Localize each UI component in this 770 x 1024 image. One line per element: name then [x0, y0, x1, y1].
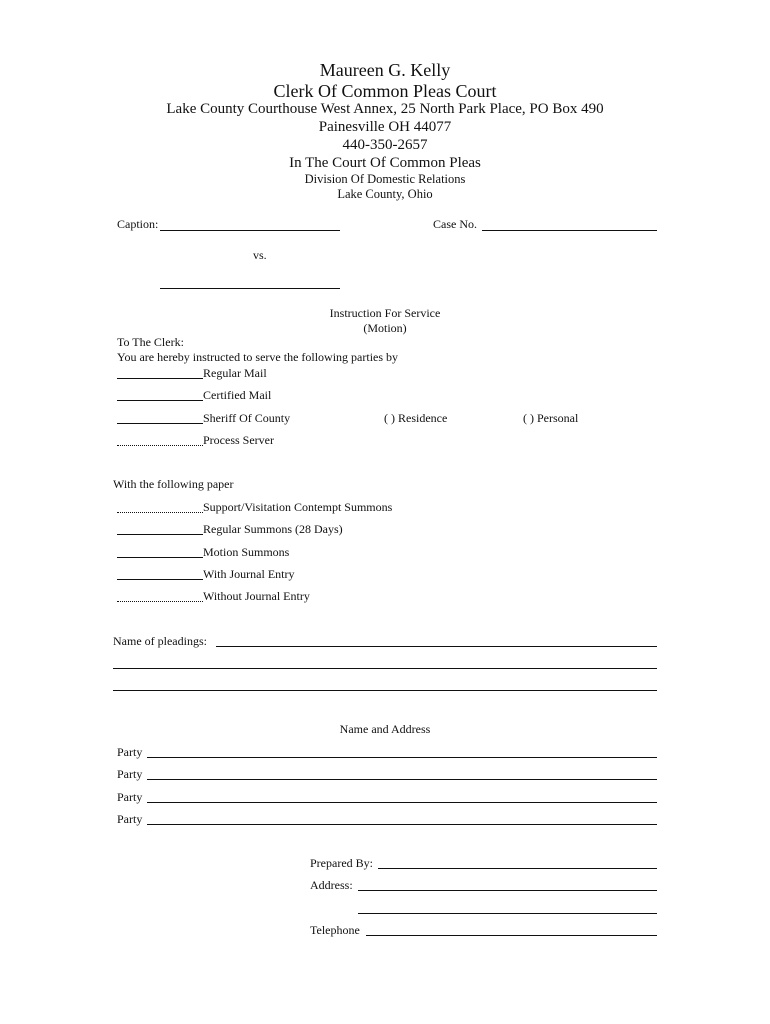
- motion-summons-label: Motion Summons: [203, 545, 290, 559]
- party-field-3[interactable]: [149, 786, 655, 802]
- pleadings-line-1: [216, 646, 657, 647]
- journal-entry-blank[interactable]: [117, 579, 203, 580]
- court-division: Division Of Domestic Relations: [304, 172, 466, 186]
- contempt-summons-label: Support/Visitation Contempt Summons: [203, 500, 393, 514]
- instruction-subtitle: (Motion): [363, 321, 407, 335]
- party-line-4: [147, 824, 657, 825]
- process-server-blank[interactable]: [117, 445, 203, 446]
- party-line-3: [147, 802, 657, 803]
- name-address-heading: Name and Address: [339, 722, 431, 736]
- pleadings-line-3[interactable]: [113, 690, 657, 691]
- pleadings-field[interactable]: [218, 630, 655, 646]
- court-county: Lake County, Ohio: [337, 187, 433, 201]
- party-label-1: Party: [117, 745, 143, 759]
- instruction-title: Instruction For Service: [329, 306, 441, 320]
- regular-mail-blank[interactable]: [117, 378, 203, 379]
- address-label: Address:: [310, 878, 353, 892]
- without-journal-label: Without Journal Entry: [203, 589, 310, 603]
- sheriff-blank[interactable]: [117, 423, 203, 424]
- certified-mail-blank[interactable]: [117, 400, 203, 401]
- party-label-4: Party: [117, 812, 143, 826]
- telephone-field[interactable]: [368, 919, 655, 935]
- defendant-line: [160, 288, 340, 289]
- telephone-label: Telephone: [310, 923, 360, 937]
- motion-summons-blank[interactable]: [117, 557, 203, 558]
- caption-field[interactable]: [162, 214, 338, 230]
- prepared-by-label: Prepared By:: [310, 856, 373, 870]
- to-clerk-label: To The Clerk:: [117, 335, 184, 349]
- case-no-line: [482, 230, 657, 231]
- address-field-1[interactable]: [360, 874, 655, 890]
- party-field-2[interactable]: [149, 763, 655, 779]
- process-server-label: Process Server: [203, 433, 274, 447]
- caption-label: Caption:: [117, 217, 159, 231]
- prepared-by-field[interactable]: [380, 852, 655, 868]
- certified-mail-label: Certified Mail: [203, 388, 272, 402]
- pleadings-line-2[interactable]: [113, 668, 657, 669]
- paper-heading: With the following paper: [113, 477, 234, 491]
- vs-label: vs.: [253, 248, 267, 262]
- court-city: Painesville OH 44077: [318, 119, 452, 135]
- party-field-1[interactable]: [149, 741, 655, 757]
- regular-summons-label: Regular Summons (28 Days): [203, 522, 343, 536]
- pleadings-label: Name of pleadings:: [113, 634, 207, 648]
- address-line-1: [358, 890, 657, 891]
- residence-option[interactable]: ( ) Residence: [384, 411, 448, 425]
- party-field-4[interactable]: [149, 808, 655, 824]
- regular-mail-label: Regular Mail: [203, 366, 267, 380]
- address-line-2: [358, 913, 657, 914]
- without-journal-blank[interactable]: [117, 601, 203, 602]
- clerk-name: Maureen G. Kelly: [319, 60, 451, 80]
- court-name: In The Court Of Common Pleas: [289, 155, 481, 171]
- clerk-office: Clerk Of Common Pleas Court: [273, 81, 497, 101]
- case-no-field[interactable]: [484, 214, 655, 230]
- party-label-2: Party: [117, 767, 143, 781]
- party-line-2: [147, 779, 657, 780]
- court-phone: 440-350-2657: [342, 137, 428, 153]
- journal-entry-label: With Journal Entry: [203, 567, 295, 581]
- caption-line: [160, 230, 340, 231]
- contempt-summons-blank[interactable]: [117, 512, 203, 513]
- defendant-field[interactable]: [162, 272, 338, 288]
- sheriff-label: Sheriff Of County: [203, 411, 291, 425]
- instruct-text: You are hereby instructed to serve the following parties by: [117, 350, 399, 364]
- case-no-label: Case No.: [433, 217, 477, 231]
- personal-option[interactable]: ( ) Personal: [523, 411, 579, 425]
- address-field-2[interactable]: [360, 897, 655, 913]
- regular-summons-blank[interactable]: [117, 534, 203, 535]
- telephone-line: [366, 935, 657, 936]
- prepared-by-line: [378, 868, 657, 869]
- party-label-3: Party: [117, 790, 143, 804]
- party-line-1: [147, 757, 657, 758]
- court-address: Lake County Courthouse West Annex, 25 North Park Place, PO Box 490: [166, 101, 604, 117]
